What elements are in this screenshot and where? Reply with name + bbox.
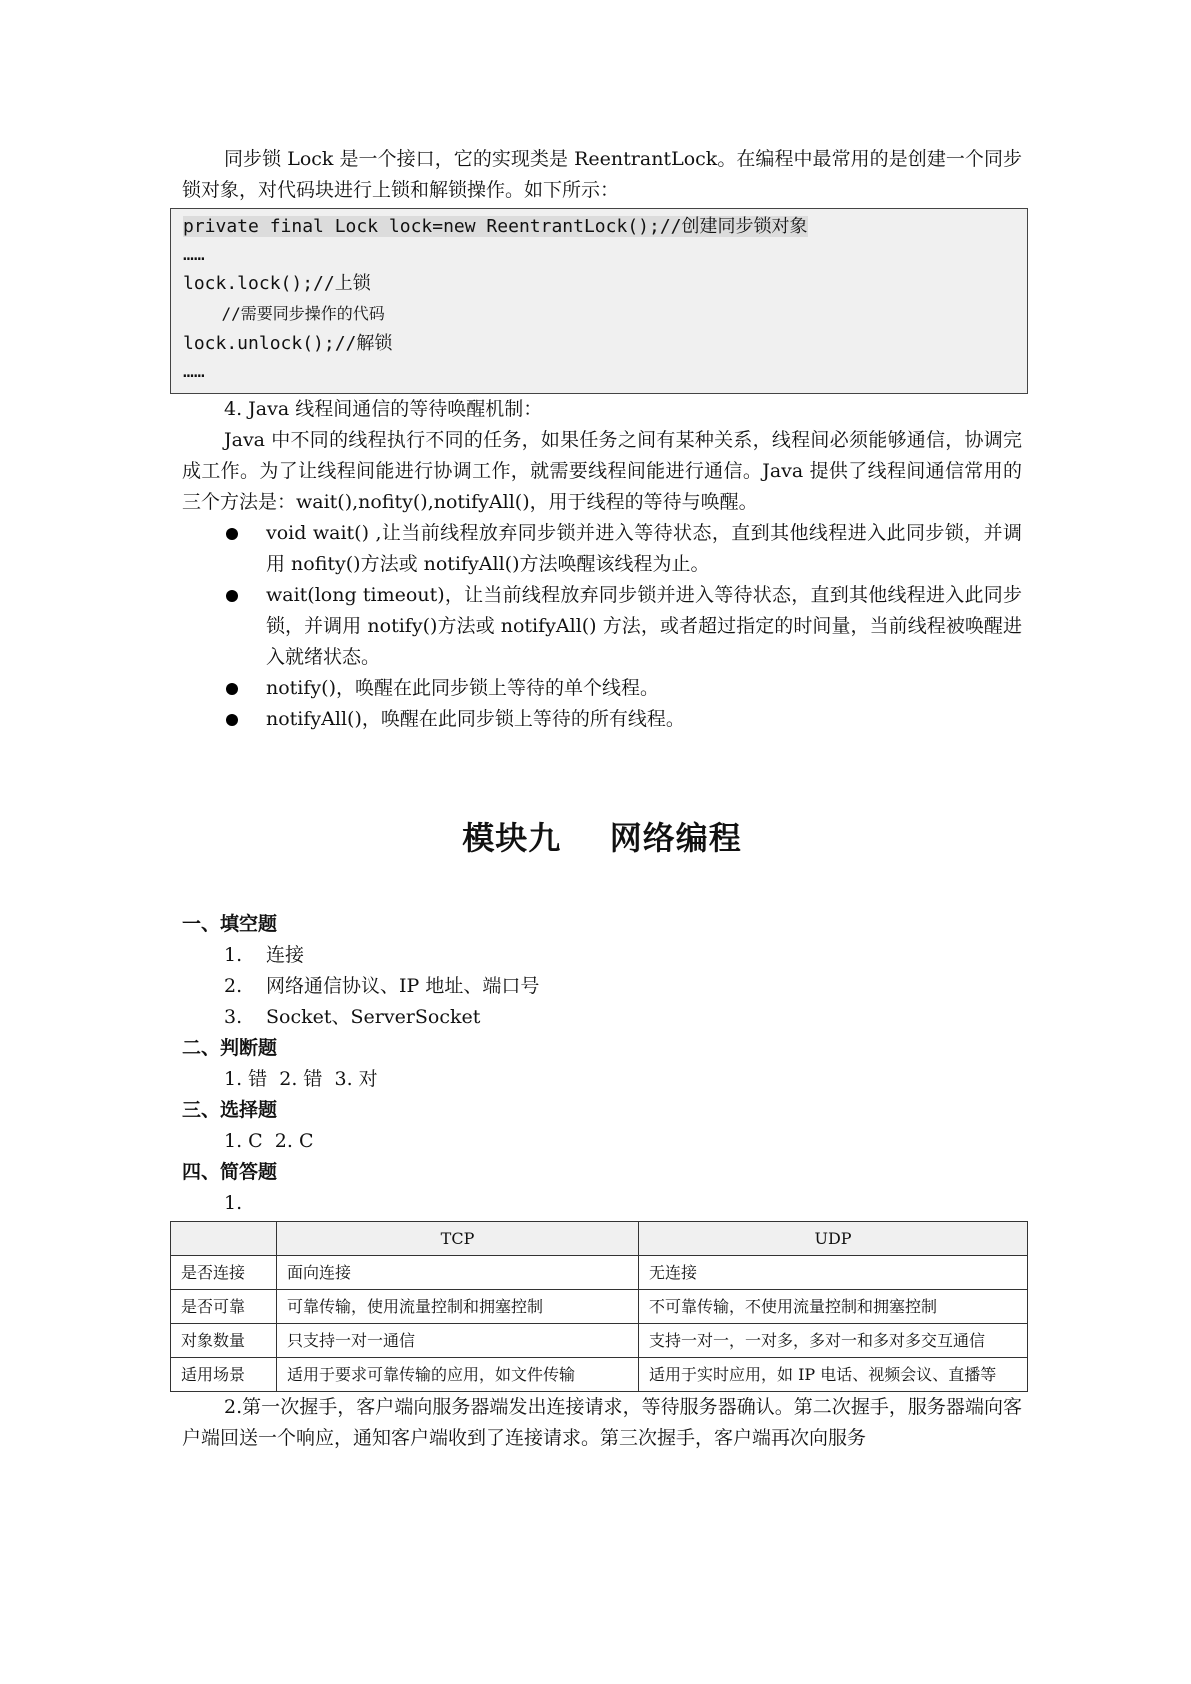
table-row [171,1290,1028,1324]
table-cell: 面向连接 [277,1256,639,1290]
method-list [182,518,1022,735]
table-row [171,1358,1028,1392]
question-1-number: 1. [224,1192,243,1214]
list-item-text: notify()，唤醒在此同步锁上等待的单个线程。 [266,677,659,699]
list-item [182,673,1022,704]
code-line-highlight: private final Lock lock=new ReentrantLock();//创建同步锁对象 [183,216,808,237]
fill-item [182,940,1022,971]
code-line-unlock: lock.unlock();//解锁 [183,333,393,354]
code-block [170,208,1028,394]
table-cell: 支持一对一，一对多，多对一和多对多交互通信 [639,1324,1028,1358]
table-cell: 适用场景 [171,1358,277,1392]
item-number: 3. [224,1006,243,1028]
table-header-cell: UDP [639,1222,1028,1256]
item-text: 连接 [266,944,305,966]
choice-answers: 1. C 2. C [224,1130,314,1152]
table-header-row [171,1222,1028,1256]
question-2-paragraph: 2.第一次握手，客户端向服务器端发出连接请求，等待服务器确认。第二次握手，服务器端向客户端回送一个响应，通知客户端收到了连接请求。第三次握手，客户端再次向服务 [182,1396,1022,1449]
table-cell: 是否可靠 [171,1290,277,1324]
code-ellipsis: …… [183,244,205,265]
bullet-icon [226,683,238,695]
list-item [182,518,1022,580]
table-header-cell [171,1222,277,1256]
page-content [182,144,1022,1454]
table-cell: 是否连接 [171,1256,277,1290]
table-cell: 可靠传输，使用流量控制和拥塞控制 [277,1290,639,1324]
fill-heading: 一、填空题 [182,913,278,935]
intro-paragraph: 同步锁 Lock 是一个接口，它的实现类是 ReentrantLock。在编程中最常用的是创建一个同步锁对象，对代码块进行上锁和解锁操作。如下所示： [182,148,1022,201]
table-cell: 对象数量 [171,1324,277,1358]
table-cell: 适用于要求可靠传输的应用，如文件传输 [277,1358,639,1392]
module-title: 模块九 网络编程 [462,819,742,857]
code-line-declare [183,211,1015,242]
item-number: 2. [224,975,243,997]
list-item-text: void wait() ,让当前线程放弃同步锁并进入等待状态，直到其他线程进入此同步锁，并调用 nofity()方法或 notifyAll()方法唤醒该线程为止。 [266,522,1022,575]
table-cell: 无连接 [639,1256,1028,1290]
table-cell: 不可靠传输，不使用流量控制和拥塞控制 [639,1290,1028,1324]
fill-item [182,971,1022,1002]
fill-item [182,1002,1022,1033]
choice-heading: 三、选择题 [182,1099,278,1121]
list-item [182,580,1022,673]
bullet-icon [226,528,238,540]
table-cell: 适用于实时应用，如 IP 电话、视频会议、直播等 [639,1358,1028,1392]
table-header-cell: TCP [277,1222,639,1256]
tcp-udp-table [170,1221,1028,1392]
section4-paragraph: Java 中不同的线程执行不同的任务，如果任务之间有某种关系，线程间必须能够通信，协调完成工作。为了让线程间能进行协调工作，就需要线程间能进行通信。Java 提供了线程间通信常用的三个方法是：wait(),nofity(),notifyAll()，用于线程的等待与唤醒。 [182,429,1022,513]
judge-heading: 二、判断题 [182,1037,278,1059]
list-item-text: notifyAll()，唤醒在此同步锁上等待的所有线程。 [266,708,685,730]
bullet-icon [226,714,238,726]
item-text: Socket、ServerSocket [266,1006,481,1028]
item-text: 网络通信协议、IP 地址、端口号 [266,975,540,997]
list-item [182,704,1022,735]
item-number: 1. [224,944,243,966]
judge-answers: 1. 错 2. 错 3. 对 [224,1068,378,1090]
section4-heading: 4. Java 线程间通信的等待唤醒机制： [224,398,543,420]
code-line-comment: //需要同步操作的代码 [183,304,385,323]
table-row [171,1324,1028,1358]
code-line-lock: lock.lock();//上锁 [183,273,371,294]
table-cell: 只支持一对一通信 [277,1324,639,1358]
list-item-text: wait(long timeout)，让当前线程放弃同步锁并进入等待状态，直到其他线程进入此同步锁，并调用 notify()方法或 notifyAll() 方法，或者超过指定的时间量，当前线程被唤醒进入就绪状态。 [266,584,1022,668]
table-row [171,1256,1028,1290]
short-heading: 四、简答题 [182,1161,278,1183]
code-ellipsis: …… [183,361,205,382]
bullet-icon [226,590,238,602]
